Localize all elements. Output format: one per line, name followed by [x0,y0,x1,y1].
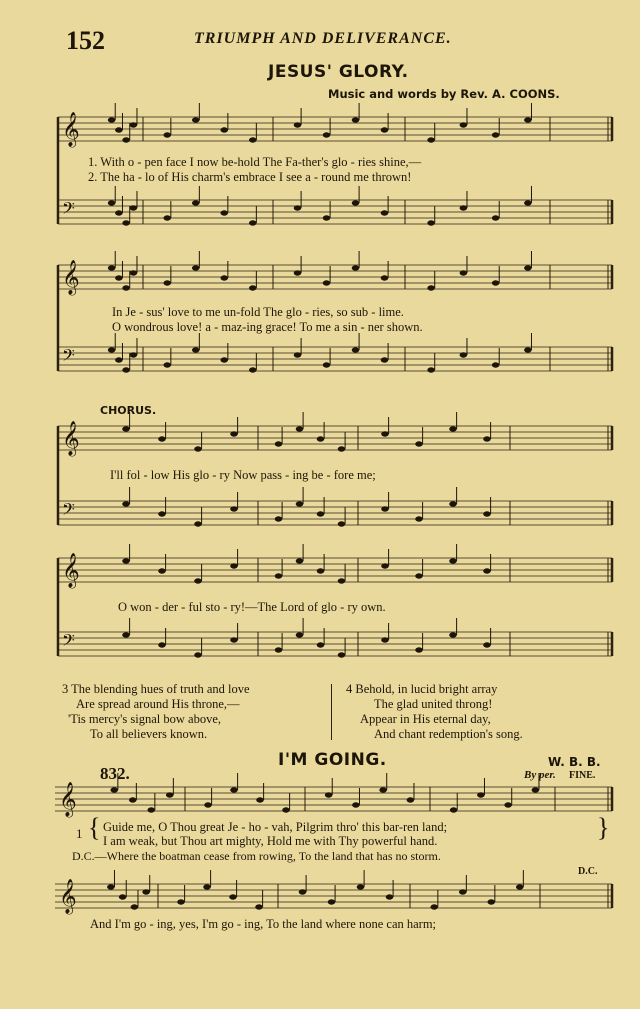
hymn2-title: I'M GOING. [278,750,387,770]
verse3-line: Are spread around His throne,— [76,697,240,711]
system5-note [450,807,458,812]
system3-bass-note [194,521,202,526]
system2-treble-note [524,265,532,270]
verse4-line: Appear in His eternal day, [360,712,491,726]
system1-treble-note [163,132,171,137]
system3-treble-clef-icon: 𝄞 [62,421,80,456]
system4-treble-note [296,558,304,563]
system3-bass-note [317,511,325,516]
system4-bass-note [317,642,325,647]
system2-treble-note [381,275,389,280]
system1-bass-note [220,210,228,215]
system3-bass-note [296,501,304,506]
system1-bass-note [460,205,468,210]
system6-note [459,889,467,894]
hymn2-dc-line: D.C.—Where the boatman cease from rowing, To the land that has no storm. [72,849,441,863]
dc-mark: D.C. [578,866,598,877]
system2-treble-note [108,265,116,270]
system2-bass-note [524,347,532,352]
system5-note [129,797,137,802]
system3-bass-note [381,506,389,511]
system1-bass-note [130,205,138,210]
system5-note [352,802,360,807]
system1-bass-note [115,210,123,215]
system6-note [516,884,524,889]
system3-bass-note [275,516,283,521]
verse-divider [331,684,332,740]
system2-bass-note [108,347,116,352]
verse3-line: To all believers known. [90,727,208,741]
system3-treble-note [158,436,166,441]
system2-treble-note [492,280,500,285]
system3-bass-note [415,516,423,521]
system4-bass-note [158,642,166,647]
system1-treble-note [323,132,331,137]
system6-note [255,904,263,909]
system2-treble-note [323,280,331,285]
system2-treble-note [163,280,171,285]
system2-treble-note [220,275,228,280]
system4-bass-note [230,637,238,642]
system2-bass-note [460,352,468,357]
system2-bass-note [130,352,138,357]
hymn2-permission: By per. [524,769,556,781]
system3-treble-note [449,426,457,431]
lyric-line2-verse1: In Je - sus' love to me un-fold The glo - ries, so sub - lime. [112,305,404,319]
system6-clef-icon: 𝄞 [59,879,77,914]
system2-treble-note [249,285,257,290]
hymn2-number: 832. [100,764,130,783]
page-number: 152 [66,26,105,55]
system1-bass-note [427,220,435,225]
system2-bass-note [220,357,228,362]
system1-treble-note [352,117,360,122]
system2-bass-note [192,347,200,352]
system6-note [107,884,115,889]
system2-bass-note [352,347,360,352]
system4-bass-note [338,652,346,657]
verse4-line: The glad united throng! [374,697,493,711]
system1-treble-note [460,122,468,127]
system6-note [386,894,394,899]
hymn2-author: W. B. B. [548,755,601,769]
hymn2-line-a: Guide me, O Thou great Je - ho - vah, Pilgrim thro' this bar-ren land; [103,820,448,834]
system1-bass-note [122,220,130,225]
hymn2-fine: FINE. [569,770,596,781]
system2-treble-note [352,265,360,270]
system1-bass-note [108,200,116,205]
system6-note [131,904,139,909]
system2-treble-note [427,285,435,290]
system3-treble-note [483,436,491,441]
system1-treble-note [130,122,138,127]
system2-bass-note [115,357,123,362]
system4-treble-note [449,558,457,563]
system5-note [325,792,333,797]
system3-bass-note [338,521,346,526]
right-brace: } [597,813,610,842]
hymn1-credit: Music and words by Rev. A. COONS. [328,87,560,101]
system2-treble-note [192,265,200,270]
system3-treble-note [381,431,389,436]
system2-treble-note [294,270,302,275]
left-brace: { [88,813,101,842]
system4-bass-note [415,647,423,652]
system6-note [203,884,211,889]
system2-treble-note [115,275,123,280]
system4-bass-note [381,637,389,642]
system4-bass-note [296,632,304,637]
system4-bass-note [483,642,491,647]
system3-treble-note [194,446,202,451]
system1-treble-note [427,137,435,142]
chorus-lyric-line2: O won - der - ful sto - ry!—The Lord of glo - ry own. [118,600,386,614]
lyric-line2-verse2: O wondrous love! a - maz-ing grace! To me a sin - ner shown. [112,320,423,334]
system5-note [379,787,387,792]
system5-note [407,797,415,802]
lyric-line1-verse2: 2. The ha - lo of His charm's embrace I see a - round me thrown! [88,170,412,184]
hymn2-verse-number: 1 [76,826,83,841]
system2-treble-note [122,285,130,290]
system3-treble-note [415,441,423,446]
system5-note [110,787,118,792]
system4-bass-note [194,652,202,657]
system6-note [119,894,127,899]
section-title: TRIUMPH AND DELIVERANCE. [194,30,452,47]
system5-note [477,792,485,797]
system3-bass-note [449,501,457,506]
system4-treble-note [194,578,202,583]
system1-bass-note [294,205,302,210]
system1-treble-note [108,117,116,122]
system3-bass-note [483,511,491,516]
system1-treble-note [381,127,389,132]
chorus-lyric-line1: I'll fol - low His glo - ry Now pass - ing be - fore me; [110,468,376,482]
system1-treble-clef-icon: 𝄞 [62,112,80,147]
system1-bass-note [352,200,360,205]
system1-bass-note [381,210,389,215]
system1-treble-note [249,137,257,142]
system6-note [229,894,237,899]
system1-treble-note [115,127,123,132]
system5-note [504,802,512,807]
system3-treble-note [122,426,130,431]
system1-treble-note [220,127,228,132]
system4-treble-note [381,563,389,568]
system5-note [230,787,238,792]
system2-bass-note [122,367,130,372]
system5-note [282,807,290,812]
system4-treble-note [338,578,346,583]
system2-treble-note [460,270,468,275]
hymn2-line-b: I am weak, but Thou art mighty, Hold me with Thy powerful hand. [103,834,438,848]
system6-note [328,899,336,904]
system1-treble-note [122,137,130,142]
system1-treble-note [492,132,500,137]
system2-treble-clef-icon: 𝄞 [62,260,80,295]
system2-bass-note [323,362,331,367]
system4-treble-note [483,568,491,573]
system1-treble-note [524,117,532,122]
chorus-label: CHORUS. [100,404,157,417]
system4-treble-note [122,558,130,563]
verse-4 [346,682,523,742]
system3-bass-note [122,501,130,506]
hymn2-refrain: And I'm go - ing, yes, I'm go - ing, To the land where none can harm; [90,917,437,931]
system2-bass-note [381,357,389,362]
system2-bass-note [492,362,500,367]
system1-bass-note [249,220,257,225]
system4-treble-note [317,568,325,573]
system3-treble-note [275,441,283,446]
system5-note [204,802,212,807]
system6-note [177,899,185,904]
system5-clef-icon: 𝄞 [59,782,77,817]
system2-bass-note [294,352,302,357]
system2-bass-note [249,367,257,372]
system1-bass-note [524,200,532,205]
system6-note [430,904,438,909]
system1-bass-note [492,215,500,220]
system6-note [142,889,150,894]
system1-bass-note [192,200,200,205]
verse3-line: 'Tis mercy's signal bow above, [68,712,221,726]
system4-treble-clef-icon: 𝄞 [62,553,80,588]
system1-bass-clef-icon: 𝄢 [62,198,75,222]
system3-treble-note [230,431,238,436]
system5-note [256,797,264,802]
system5-note [532,787,540,792]
system6-note [357,884,365,889]
system6-note [299,889,307,894]
verse3-line: 3 The blending hues of truth and love [62,682,250,696]
system4-bass-clef-icon: 𝄢 [62,630,75,654]
system4-bass-note [122,632,130,637]
system3-treble-note [296,426,304,431]
system1-bass-note [323,215,331,220]
system3-bass-note [230,506,238,511]
system5-note [147,807,155,812]
system4-treble-note [275,573,283,578]
system2-treble-note [130,270,138,275]
verse-3 [62,682,250,742]
system4-bass-note [275,647,283,652]
system3-treble-note [317,436,325,441]
verse4-line: 4 Behold, in lucid bright array [346,682,498,696]
system4-treble-note [230,563,238,568]
system2-bass-clef-icon: 𝄢 [62,345,75,369]
system1-treble-note [192,117,200,122]
system2-bass-note [163,362,171,367]
lyric-line1-verse1: 1. With o - pen face I now be-hold The Fa-ther's glo - ries shine,— [88,155,422,169]
system3-bass-clef-icon: 𝄢 [62,499,75,523]
system3-bass-note [158,511,166,516]
system1-treble-note [294,122,302,127]
system6-note [487,899,495,904]
system4-bass-note [449,632,457,637]
verse4-line: And chant redemption's song. [374,727,523,741]
system3-treble-note [338,446,346,451]
system1-bass-note [163,215,171,220]
system2-bass-note [427,367,435,372]
system4-treble-note [158,568,166,573]
system5-note [166,792,174,797]
system4-treble-note [415,573,423,578]
hymn1-title: JESUS' GLORY. [268,62,409,82]
